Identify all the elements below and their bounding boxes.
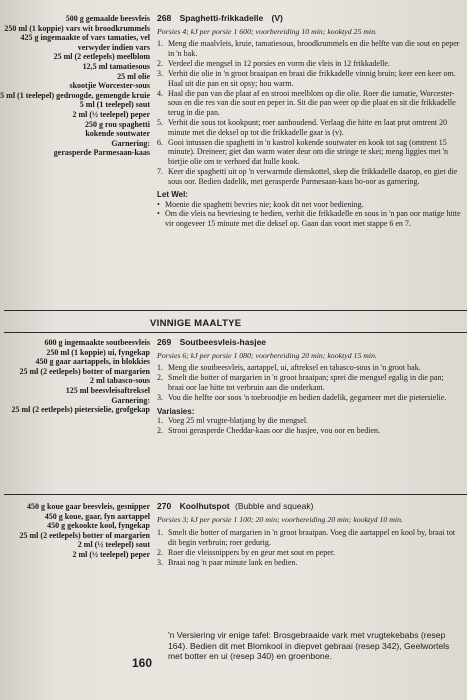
method-step: 6. Gooi intussen die spaghetti in 'n kastrol kokende soutwater en kook tot sag (omtrent 15 minute). Dreineer; giet dan warm water deur om die stringe te skei; meng liggies met 'n bietjie olie om te verhoed dat hulle kook. — [157, 137, 449, 166]
ingredient: 5 ml (1 teelepel) gedroogde, gemengde kruie — [0, 90, 150, 100]
freezer-tag: (V) — [271, 13, 283, 23]
section-divider — [4, 332, 467, 333]
recipe-number: 270 — [157, 501, 172, 511]
ingredient: kokende soutwater — [85, 129, 150, 139]
ingredient: 25 ml (2 eetlepels) botter of margarien — [19, 530, 150, 540]
method-step: 7. Keer die spaghetti uit op 'n verwarmde dienskottel, skep die frikkadelle daarop, en giet die sous oor. Bedien dadelik, met gerasperde Parmesaan-kaas bo-oor as garnering. — [157, 166, 458, 186]
method-step: 2. Roer die vleissnippers by en geur met sout en peper. — [157, 547, 336, 557]
ingredient: 450 g gaar aartappels, in blokkies — [35, 357, 150, 367]
recipe-body — [157, 14, 461, 228]
section-title: VINNIGE MAALTYE — [150, 318, 242, 329]
ingredient: 600 g ingemaakte soutbeesvleis — [44, 338, 150, 347]
variations-list — [157, 416, 461, 436]
ingredient: 12,5 ml tamatiesous — [82, 61, 150, 71]
recipe-number: 268 — [157, 13, 172, 23]
variation-item: 1. Voeg 25 ml vrugte-blatjang by die mengsel. — [157, 416, 309, 426]
note-item: • Moenie die spaghetti bevries nie; kook dit net voor bediening. — [157, 200, 461, 210]
method-step: 3. Braai nog 'n paar minute lank en bedien. — [157, 557, 298, 567]
section-divider — [4, 310, 467, 311]
recipe-title — [157, 338, 461, 348]
ingredient: 500 g gemaalde beesvleis — [65, 14, 150, 23]
method-steps — [157, 528, 461, 567]
ingredient: 5 ml (1 teelepel) sout — [79, 100, 150, 110]
ingredient: 450 g koue, gaar, fyn aartappel — [44, 511, 150, 521]
ingredient: 125 ml beesvleisaftreksel — [65, 385, 150, 395]
garnish-label: Garnering: — [111, 395, 150, 405]
ingredient-list — [0, 338, 150, 415]
ingredient: 2 ml (½ teelepel) sout — [77, 540, 150, 550]
method-step: 3. Verhit die olie in 'n groot braaipan en braai die frikkadelle vinnig bruin; keer een keer om. Haal uit die pan en sit opsy; hou warm. — [157, 68, 456, 88]
recipe-number: 269 — [157, 337, 172, 347]
recipe-title — [157, 502, 461, 512]
note-item: • Om die vleis na bevriesing te bedien, verhit die frikkadelle en sous in 'n pan oor matige hitte vir ongeveer 15 minute met die deksel op. Gaan dan voort met stappe 6 en 7. — [157, 209, 461, 228]
ingredient-list — [0, 14, 150, 158]
recipe-name: Spaghetti-frikkadelle — [179, 13, 264, 23]
method-step: 3. Vou die helfte oor soos 'n toebroodjie en bedien dadelik, gegarneer met die pietersielie. — [157, 392, 447, 402]
ingredient: 2 ml (½ teelepel) peper — [72, 549, 150, 559]
ingredient: 250 ml (1 koppie) ui, fyngekap — [46, 347, 150, 357]
method-step: 1. Meng die soutbeesvleis, aartappel, ui, aftreksel en tabasco-sous in 'n groot bak. — [157, 363, 421, 373]
ingredient: 25 ml (2 eetlepels) meelblom — [53, 52, 150, 62]
variations-heading: Variasies: — [157, 406, 195, 416]
ingredient: 450 g gekookte kool, fyngekap — [47, 521, 150, 531]
notes-heading: Let Wel: — [157, 190, 188, 200]
ingredient: 2 ml tabasco-sous — [89, 376, 150, 386]
recipe-meta: Porsies 6; kJ per porsie 1 080; voorbereiding 20 min; kooktyd 15 min. — [157, 350, 377, 360]
ingredient: 450 g koue gaar beesvleis, gesnipper — [27, 502, 150, 511]
ingredient-list — [0, 502, 150, 560]
recipe-meta: Porsies 4; kJ per porsie 1 600; voorbereiding 10 min; kooktyd 25 min. — [157, 26, 377, 36]
ingredient: 25 ml (2 eetlepels) pietersielie, grofgekap — [11, 405, 150, 415]
method-step: 1. Meng die maalvleis, kruie, tamatiesous, broodkrummels en die helfte van die sout en peper in 'n bak. — [157, 39, 460, 58]
recipe-body — [157, 338, 461, 436]
ingredient: 2 ml (½ teelepel) peper — [72, 109, 150, 119]
method-step: 5. Verhit die sous tot kookpunt; roer aanhoudend. Verlaag die hitte en laat prut omtrent 20 minute met die deksel op tot die frikkadelle gaar is (v). — [157, 117, 448, 137]
section-divider — [4, 494, 467, 495]
recipe-name: Soutbeesvleis-hasjee — [179, 337, 267, 347]
recipe-subtitle: (Bubble and squeak) — [234, 501, 314, 511]
variation-item: 2. Strooi gerasperde Cheddar-kaas oor die hasjee, vou oor en bedien. — [157, 426, 380, 436]
ingredient: 25 ml olie — [117, 71, 150, 81]
ingredient: gerasperde Parmesaan-kaas — [53, 148, 150, 158]
notes-list — [157, 200, 461, 229]
recipe-body — [157, 502, 461, 568]
method-steps — [157, 39, 461, 186]
recipe-meta: Porsies 3; kJ per porsie 1 100; 20 min; voorbereiding 20 min; kooktyd 10 min. — [157, 514, 403, 524]
garnish-label: Garnering: — [111, 138, 150, 148]
method-step: 2. Verdeel die mengsel in 12 porsies en vorm die vleis in 12 frikkadelle. — [157, 58, 390, 68]
serving-suggestion: 'n Versiering vir enige tafel: Brosgebraaide vark met vrugtekebabs (resep 164). Bedien dit met Blomkool in diepvet gebraai (resep 342), Geelwortels met botter en ui (resep 340) en groenbone. — [168, 630, 450, 661]
recipe-name: Koolhutspot — [179, 501, 230, 511]
ingredient: skootjie Worcester-sous — [69, 81, 150, 91]
ingredient: 425 g ingemaakte of vars tamaties, vel verwyder indien vars — [20, 33, 150, 52]
page-number: 160 — [132, 656, 153, 670]
method-step: 1. Smelt die botter of margarien in 'n groot braaipan. Voeg die aartappel en kool by, braai tot dit begin verbruin; roer gedurig. — [157, 528, 456, 547]
method-step: 2. Smelt die botter of margarien in 'n groot braaipan; sprei die mengsel egalig in die pan; braai oor lae hitte tot verbruin aan die onderkant. — [157, 373, 444, 392]
method-steps — [157, 363, 461, 402]
recipe-title — [157, 14, 461, 24]
ingredient: 250 g rou spaghetti — [85, 119, 150, 129]
method-step: 4. Haal die pan van die plaat af en strooi meelblom op die olie. Roer die tamatie, Worcester-sous en die res van die sout en peper in. Sit die pan weer op die plaat en sit die frikkadelle terug in die pan. — [157, 88, 456, 117]
ingredient: 25 ml (2 eetlepels) botter of margarien — [19, 366, 150, 376]
ingredient: 250 ml (1 koppie) vars wit broodkrummels — [4, 23, 150, 33]
